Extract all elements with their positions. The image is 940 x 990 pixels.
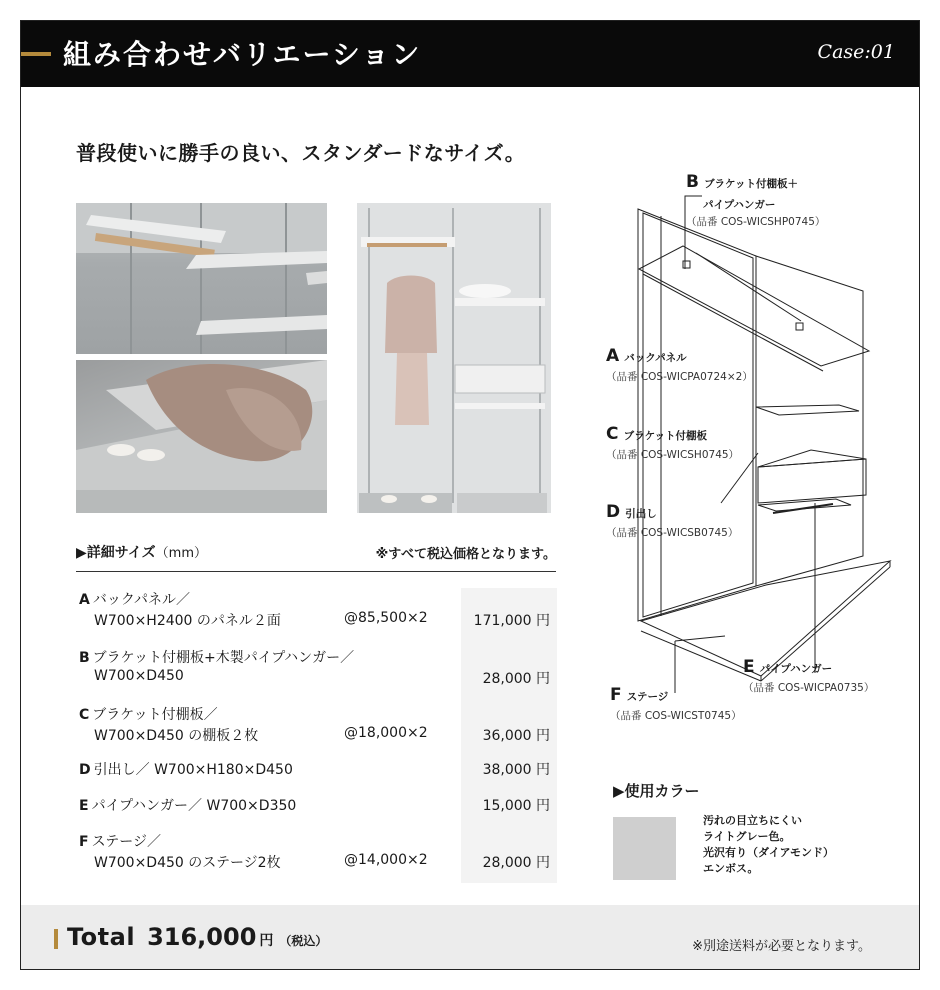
- label-name: ブラケット付棚板＋: [704, 178, 799, 190]
- diagram-label-d: [606, 502, 738, 540]
- row-desc-2: W700×D450 のステージ2枚: [94, 855, 281, 871]
- row-letter: A: [79, 592, 90, 608]
- lead-text: 普段使いに勝手の良い、スタンダードなサイズ。: [76, 141, 526, 165]
- total-accent-mark: [54, 929, 58, 949]
- size-table-heading: ▶詳細サイズ（mm）: [76, 545, 207, 561]
- label-code: （品番 COS-WICSHP0745）: [686, 216, 826, 229]
- row-letter: F: [79, 834, 89, 850]
- row-price: 36,000 円: [482, 728, 550, 744]
- label-name: ステージ: [626, 691, 669, 703]
- row-letter: D: [79, 762, 91, 778]
- photo-full-assembly: [357, 203, 551, 513]
- label-code: （品番 COS-WICPA0735）: [743, 682, 875, 695]
- diagram-label-b: [686, 172, 825, 229]
- shipping-note: ※別途送料が必要となります。: [692, 939, 871, 954]
- row-desc: ステージ／: [91, 834, 162, 850]
- catalog-page: [20, 20, 920, 970]
- color-desc-line: 光沢有り（ダイアモンド）: [703, 846, 835, 859]
- row-letter: E: [79, 798, 89, 814]
- label-code: （品番 COS-WICPA0724×2）: [606, 371, 753, 384]
- row-price: 38,000 円: [482, 762, 550, 778]
- photo-shelf-closeup: [76, 203, 327, 354]
- total-line: [67, 923, 327, 951]
- case-label: Case:01: [817, 41, 895, 63]
- row-desc-2: W700×H2400 のパネル２面: [94, 613, 281, 629]
- label-name: バックパネル: [624, 352, 687, 364]
- row-desc: ブラケット付棚板／: [92, 707, 218, 723]
- row-price: 171,000 円: [473, 613, 550, 629]
- color-heading: ▶使用カラー: [613, 782, 700, 800]
- diagram-label-e: [743, 657, 874, 695]
- row-desc: バックパネル／: [92, 592, 191, 608]
- back-panel-right: [756, 256, 863, 586]
- total-tax-note: （税込）: [279, 934, 328, 948]
- row-unit-price: @14,000×2: [344, 852, 428, 868]
- row-desc: 引出し／ W700×H180×D450: [93, 762, 293, 778]
- row-price: 28,000 円: [482, 671, 550, 687]
- color-desc-line: 汚れの目立ちにくい: [703, 814, 802, 827]
- label-letter: D: [606, 502, 621, 522]
- total-yen: 円: [259, 933, 274, 949]
- label-code: （品番 COS-WICSH0745）: [606, 449, 740, 462]
- size-table-unit: （mm）: [155, 546, 207, 561]
- size-table-header: [76, 540, 556, 572]
- row-desc: パイプハンガー／ W700×D350: [91, 798, 297, 814]
- color-desc-line: ライトグレー色。: [703, 830, 791, 843]
- label-name: 引出し: [625, 508, 657, 520]
- diagram-label-c: [606, 424, 739, 462]
- row-letter: C: [79, 707, 90, 723]
- row-desc-2: W700×D450 の棚板２枚: [94, 728, 259, 744]
- total-amount: 316,000: [147, 923, 257, 951]
- row-unit-price: @85,500×2: [344, 610, 428, 626]
- row-desc-2: W700×D450: [94, 668, 184, 684]
- color-desc-line: エンボス。: [703, 862, 759, 875]
- back-panel-left-inner: [643, 213, 753, 617]
- label-code: （品番 COS-WICSB0745）: [606, 527, 739, 540]
- shelf-c: [756, 405, 859, 415]
- page-header: [21, 21, 920, 87]
- title-accent-bar: [21, 52, 51, 56]
- label-name: パイプハンガー: [759, 663, 833, 675]
- row-price: 28,000 円: [482, 855, 550, 871]
- color-swatch: [613, 817, 676, 880]
- back-panel-left: [638, 209, 756, 621]
- diagram-label-a: [606, 346, 753, 384]
- photo-stage-shoes: [76, 360, 327, 513]
- row-desc: ブラケット付棚板+木製パイプハンガー／: [92, 650, 355, 666]
- label-name-2: パイプハンガー: [703, 199, 776, 212]
- label-letter: F: [610, 685, 622, 705]
- row-letter: B: [79, 650, 90, 666]
- page-title: 組み合わせバリエーション: [63, 38, 422, 71]
- tax-note: ※すべて税込価格となります。: [375, 547, 556, 562]
- diagram-label-f: [610, 685, 742, 723]
- label-letter: B: [686, 172, 699, 192]
- row-price: 15,000 円: [482, 798, 550, 814]
- label-letter: A: [606, 346, 620, 366]
- label-code: （品番 COS-WICST0745）: [610, 710, 742, 723]
- label-letter: C: [606, 424, 619, 444]
- total-label: Total: [67, 923, 136, 951]
- row-unit-price: @18,000×2: [344, 725, 428, 741]
- color-description: [703, 813, 834, 877]
- label-letter: E: [743, 657, 755, 677]
- label-name: ブラケット付棚板: [623, 430, 708, 442]
- total-footer: [21, 905, 920, 970]
